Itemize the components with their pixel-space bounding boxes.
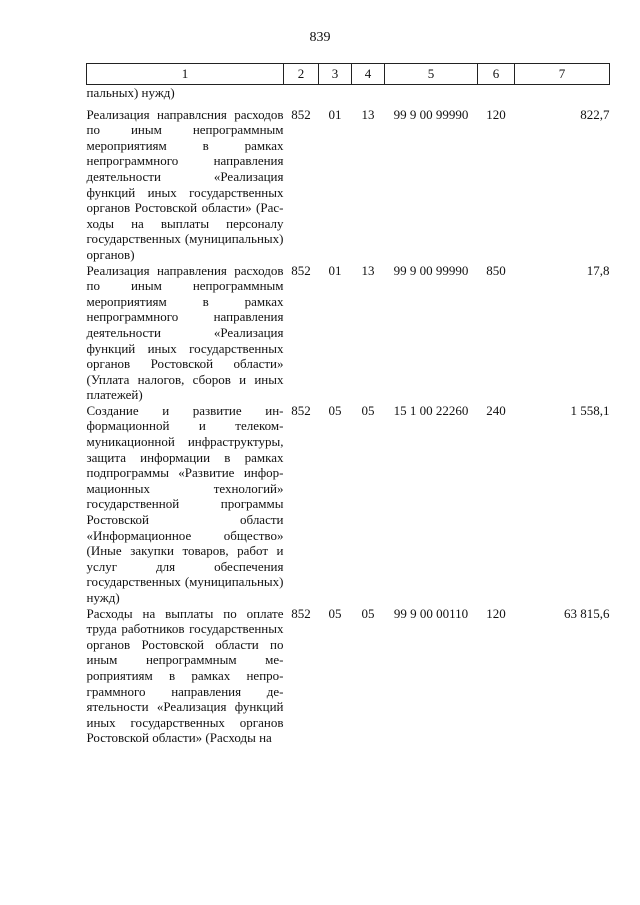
row-section-code: 01 <box>328 262 342 278</box>
row-description: Реализация направлсния расходов по иным непрограммным мероприятиям в рамках непрограммного направления деятельности «Реализация функций иных государственных органов Ростовской области» (Расходы на выплаты персоналу государственных (муниципальных) органов) <box>86 106 284 262</box>
column-header-4: 4 <box>352 64 385 85</box>
row-admin-code: 852 <box>291 605 311 621</box>
column-header-3: 3 <box>319 64 352 85</box>
row-admin-code: 852 <box>291 106 311 122</box>
table-row <box>87 606 610 746</box>
row-expense-type: 120 <box>486 605 506 621</box>
row-subsection-code: 05 <box>361 605 375 621</box>
row-amount: 1 558,1 <box>570 402 610 418</box>
row-amount: 822,7 <box>580 106 610 122</box>
budget-table <box>86 63 610 746</box>
row-amount: 63 815,6 <box>564 605 610 621</box>
row-expense-type: 850 <box>486 262 506 278</box>
table-row-continuation <box>87 85 610 107</box>
column-header-1: 1 <box>87 64 284 85</box>
continuation-text: пальных) нужд) <box>86 85 175 100</box>
row-admin-code: 852 <box>291 402 311 418</box>
table-row <box>87 403 610 606</box>
row-expense-type: 240 <box>486 402 506 418</box>
column-header-2: 2 <box>284 64 319 85</box>
row-target-code: 99 9 00 00110 <box>393 605 469 621</box>
row-description: Расходы на выплаты по оплате труда работников государственных органов Ростовской области по иным непрограммным мероприятиям в рамках непрограммного направления деятельности «Реализация функций иных государственных органов Ростовской области» (Расходы на <box>86 605 284 746</box>
row-target-code: 99 9 00 99990 <box>393 262 469 278</box>
page-number: 839 <box>309 30 331 45</box>
row-subsection-code: 05 <box>361 402 375 418</box>
row-section-code: 05 <box>328 605 342 621</box>
table-header-row <box>87 64 610 85</box>
row-description: Реализация направления расходов по иным непрограммным мероприятиям в рамках непрограммного направления деятельности «Реализация функций иных государственных органов Ростовской области» (Уплата налогов, сборов и иных платежей) <box>86 262 284 403</box>
row-subsection-code: 13 <box>361 262 375 278</box>
column-header-6: 6 <box>478 64 515 85</box>
column-header-5: 5 <box>385 64 478 85</box>
table-row <box>87 263 610 403</box>
row-expense-type: 120 <box>486 106 506 122</box>
row-description: Создание и развитие информационной и телекоммуникационной инфраструктуры, защита информации в рамках подпрограммы «Развитие информационных технологий» государственной программы Ростовской области «Информационное общество» (Иные закупки товаров, работ и услуг для обеспечения государственных (муниципальных) нужд) <box>86 402 284 605</box>
row-amount: 17,8 <box>586 262 610 278</box>
row-section-code: 05 <box>328 402 342 418</box>
row-subsection-code: 13 <box>361 106 375 122</box>
column-header-7: 7 <box>515 64 610 85</box>
row-admin-code: 852 <box>291 262 311 278</box>
row-target-code: 15 1 00 22260 <box>393 402 469 418</box>
table-row <box>87 107 610 263</box>
row-section-code: 01 <box>328 106 342 122</box>
row-target-code: 99 9 00 99990 <box>393 106 469 122</box>
